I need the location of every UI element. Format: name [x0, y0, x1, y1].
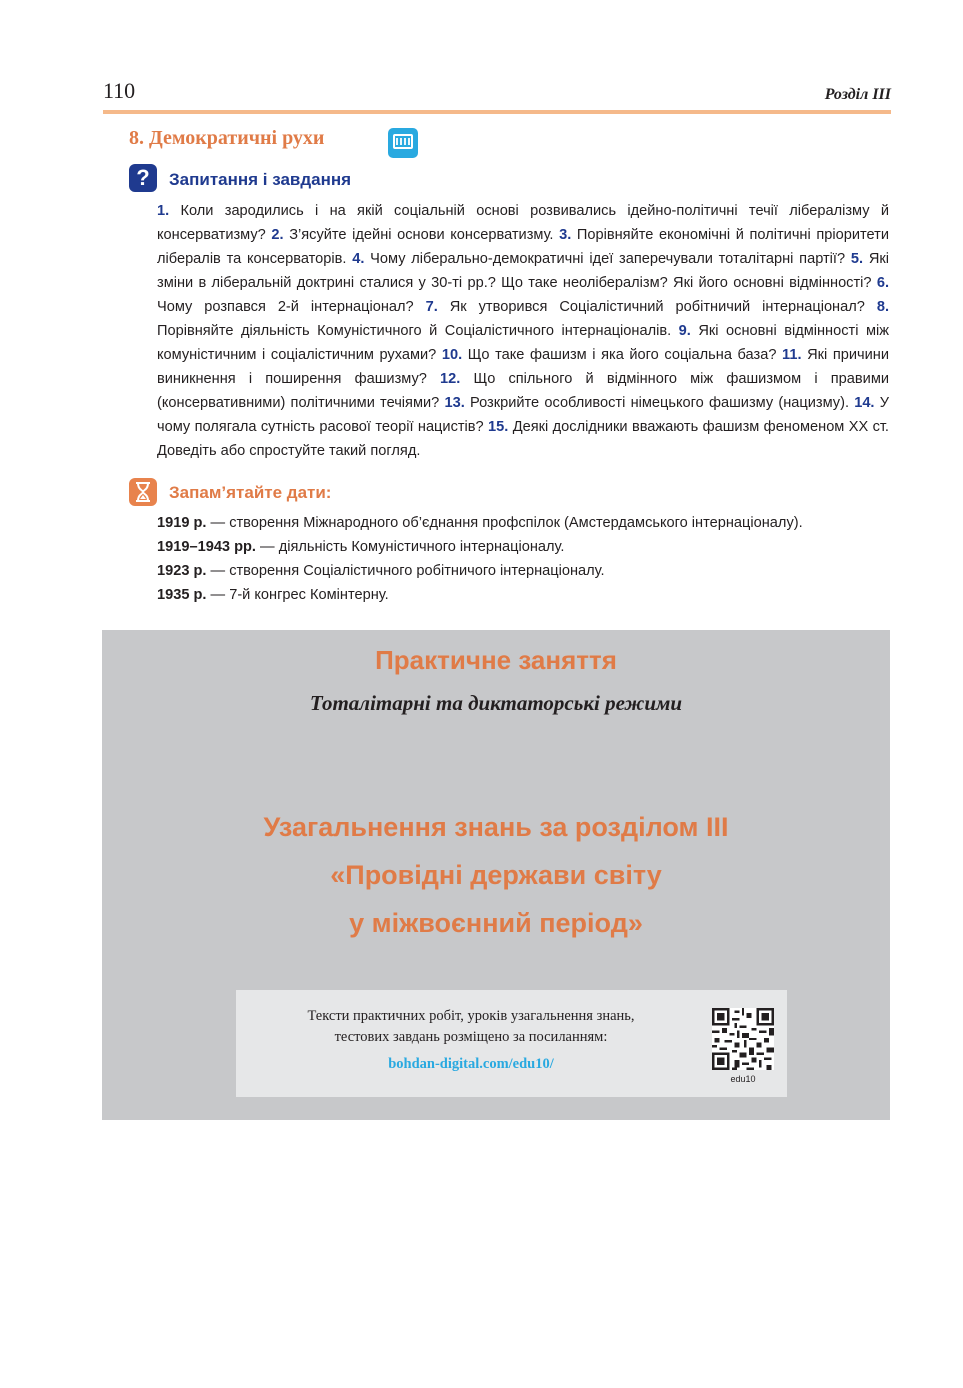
question-text: Що спільного й відмінного між фашизмом і правими (консервативними) політичними течіями?: [157, 371, 890, 411]
date-description: — створення Міжнародного об’єднання профспілок (Амстердамського інтернаціоналу).: [206, 515, 803, 531]
date-description: — створення Соціалістичного робітничого інтернаціоналу.: [206, 563, 605, 579]
question-number: 12.: [440, 371, 461, 387]
info-line: Тексти практичних робіт, уроків узагальнення знань,: [307, 1008, 635, 1024]
summary-heading: [102, 803, 890, 947]
practice-title: Практичне заняття: [375, 645, 617, 675]
chapter-label: Розділ ІІІ: [824, 86, 891, 103]
date-item: [157, 511, 897, 535]
qr-code-icon[interactable]: [712, 1008, 774, 1070]
question-text: Порівняйте економічні й політичні пріоритети лібералів та консерваторів.: [157, 227, 889, 267]
info-text: [266, 1006, 676, 1048]
question-number: 9.: [678, 323, 691, 339]
question-text: Деякі дослідники вважають фашизм феноменом XX ст. Доведіть або спростуйте такий погляд.: [157, 419, 889, 459]
summary-line: «Провідні держави світу: [330, 860, 662, 890]
question-number: 10.: [441, 347, 463, 363]
date-item: [157, 583, 897, 607]
question-text: З’ясуйте ідейні основи консерватизму.: [283, 227, 560, 243]
question-text: Коли зародились і на якій соціальній основі розвивались ідейно-політичні течії лібералізму й консерватизму?: [157, 203, 889, 243]
summary-line: у міжвоєнний період»: [349, 908, 643, 938]
header-rule: [103, 110, 891, 114]
question-text: Які причини виникнення і поширення фашизму?: [157, 347, 889, 387]
question-text: Чому ліберально-демократичні ідеї заперечували тоталітарні партії?: [364, 251, 851, 267]
question-text: Порівняйте діяльність Комуністичного й Соціалістичного інтернаціоналів.: [157, 323, 679, 339]
practice-subtitle: Тоталітарні та диктаторські режими: [309, 691, 683, 715]
question-text: Чому розпався 2-й інтернаціонал?: [157, 299, 426, 315]
questions-text: [157, 199, 889, 463]
date-description: — діяльність Комуністичного інтернаціоналу.: [256, 539, 565, 555]
question-number: 11.: [782, 347, 802, 363]
question-text: У чому полягала сутність расової теорії нацистів?: [157, 395, 889, 435]
question-text: Які основні відмінності між комуністичним і соціалістичним рухами?: [157, 323, 889, 363]
dates-list: [157, 511, 897, 607]
question-number: 1.: [157, 203, 170, 219]
question-number: 6.: [876, 275, 889, 291]
page-number: 110: [103, 78, 136, 103]
info-link[interactable]: bohdan-digital.com/edu10/: [388, 1056, 554, 1072]
info-line: тестових завдань розміщено за посиланням:: [334, 1029, 608, 1045]
summary-line: Узагальнення знань за розділом ІІІ: [263, 812, 729, 842]
date-value: 1935 р.: [157, 587, 207, 603]
date-item: [157, 559, 897, 583]
questions-heading: Запитання і завдання: [169, 170, 352, 189]
question-number: 2.: [271, 227, 284, 243]
question-text: Розкрийте особливості німецького фашизму (нацизму).: [464, 395, 855, 411]
qr-label: edu10: [730, 1074, 756, 1084]
keyboard-icon[interactable]: [388, 128, 418, 158]
question-number: 8.: [876, 299, 889, 315]
question-icon: ?: [129, 164, 157, 192]
question-text: Як утворився Соціалістичний робітничий інтернаціонал?: [437, 299, 877, 315]
date-value: 1923 р.: [157, 563, 207, 579]
question-text: Які зміни в ліберальній доктрині сталися у 30-ті рр.? Що таке неолібералізм? Які його основні відмінності?: [157, 251, 889, 291]
date-description: — 7-й конгрес Комінтерну.: [206, 587, 389, 603]
question-number: 3.: [559, 227, 572, 243]
date-item: [157, 535, 897, 559]
section-title: 8. Демократичні рухи: [129, 127, 325, 149]
question-number: 13.: [444, 395, 465, 411]
question-number: 15.: [488, 419, 509, 435]
question-number: 14.: [854, 395, 875, 411]
hourglass-icon: [129, 478, 157, 506]
date-value: 1919–1943 рр.: [157, 539, 256, 555]
dates-heading: Запам’ятайте дати:: [169, 483, 332, 502]
question-number: 5.: [850, 251, 864, 267]
question-number: 7.: [425, 299, 438, 315]
question-text: Що таке фашизм і яка його соціальна база?: [462, 347, 783, 363]
question-number: 4.: [352, 251, 365, 267]
date-value: 1919 р.: [157, 515, 207, 531]
